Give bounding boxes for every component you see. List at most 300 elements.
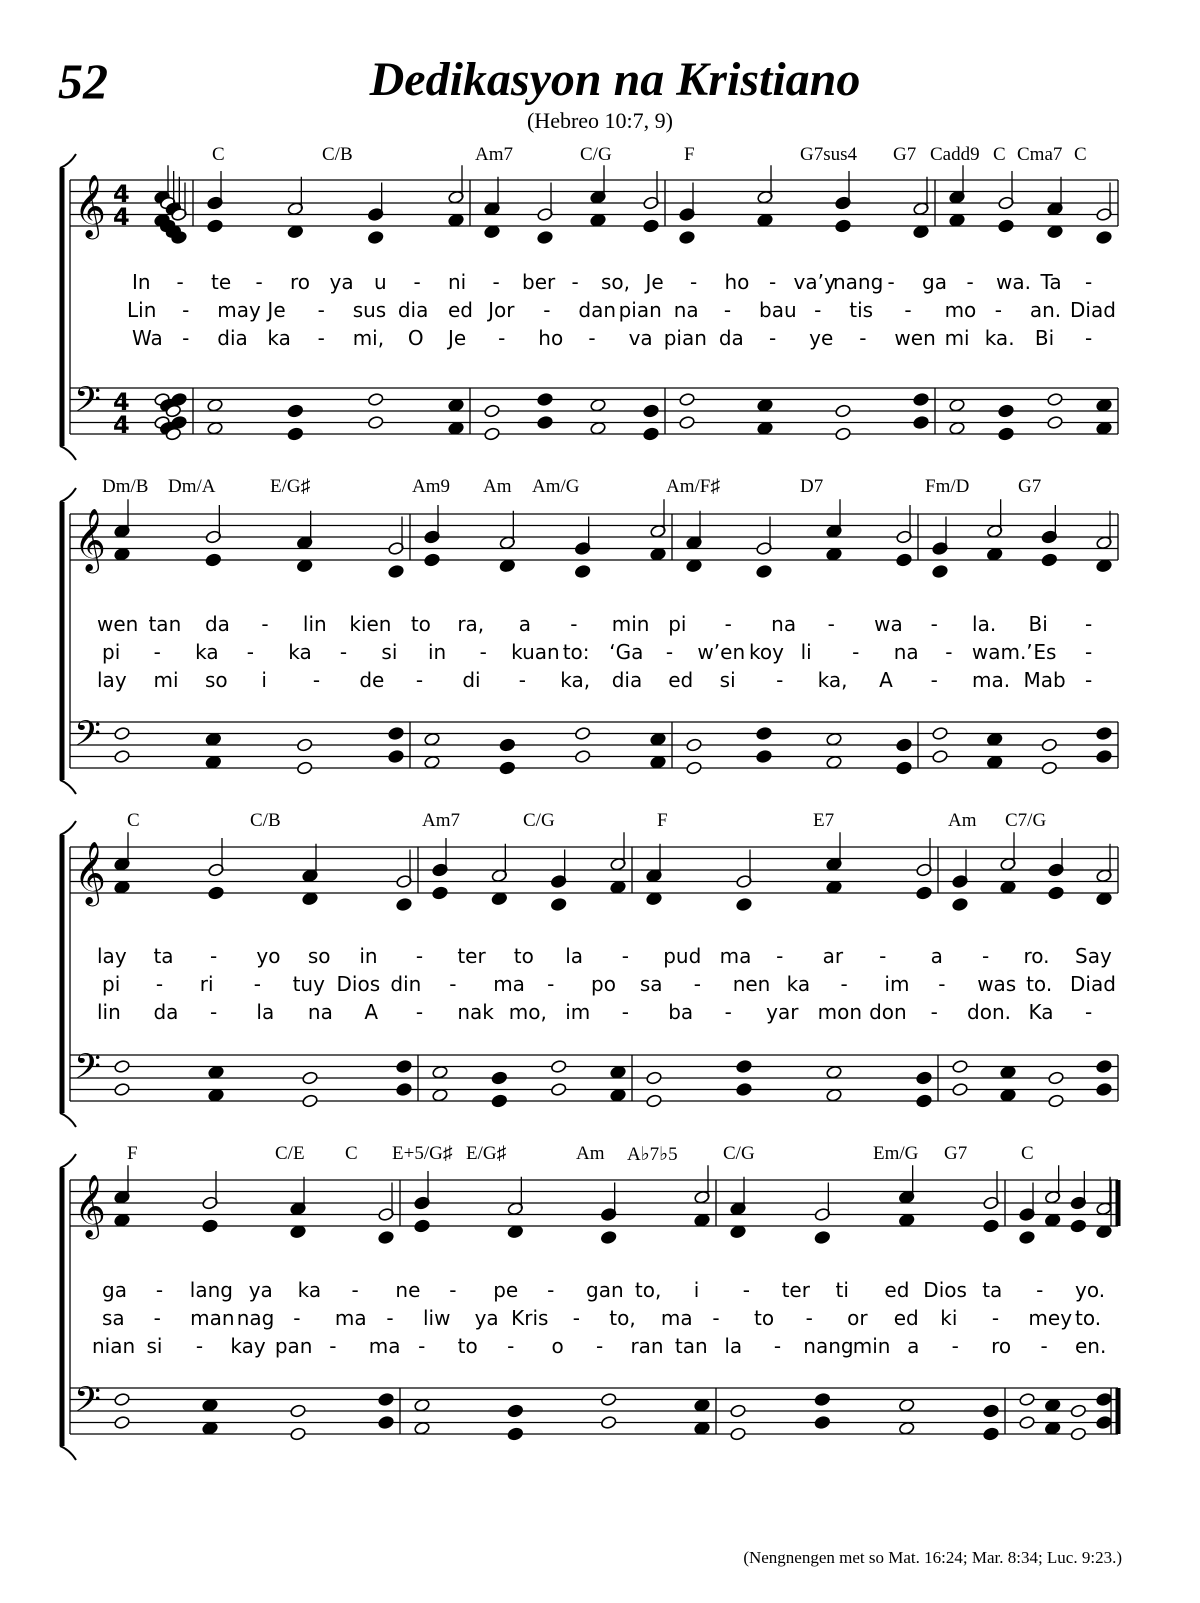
alto-notehead	[114, 880, 131, 894]
bass-notehead	[205, 755, 222, 769]
lyric-syllable: -	[769, 270, 777, 294]
bass-notehead	[424, 755, 441, 769]
lyric-syllable: va	[628, 326, 653, 350]
lyric-syllable: sa	[639, 972, 663, 996]
lyric-syllable: ga	[922, 270, 947, 294]
lyric-syllable: i	[693, 1278, 700, 1302]
bass-notehead	[1048, 1094, 1065, 1108]
lyric-syllable: to.	[1075, 1306, 1102, 1330]
chord-symbol: C	[212, 144, 225, 165]
lyric-syllable: -	[991, 1306, 1000, 1330]
lyric-syllable: si	[719, 668, 736, 692]
chord-symbol: C/G	[580, 144, 612, 165]
tenor-notehead	[388, 726, 405, 740]
lyric-syllable: nag	[236, 1306, 275, 1330]
lyric-syllable: u	[374, 270, 387, 294]
bracket-hook-bottom	[60, 780, 76, 794]
lyric-syllable: da	[718, 326, 744, 350]
lyric-syllable: pian	[663, 326, 707, 350]
bass-clef-icon: 𝄢	[74, 1046, 102, 1095]
lyric-syllable: Lin	[127, 298, 157, 322]
tenor-notehead	[646, 1071, 663, 1085]
lyric-syllable: -	[155, 972, 164, 996]
lyric-syllable: -	[945, 640, 953, 664]
bass-notehead	[302, 1094, 319, 1108]
alto-notehead	[432, 886, 449, 900]
lyric-syllable: gan	[586, 1278, 624, 1302]
lyric-syllable: lay	[97, 944, 127, 968]
bass-notehead	[114, 749, 131, 763]
lyric-syllable: -	[182, 298, 190, 322]
bass-notehead	[949, 421, 966, 435]
chord-symbol: Em/G	[873, 1143, 919, 1164]
tenor-notehead	[1047, 392, 1064, 406]
lyric-syllable: Je	[448, 326, 467, 350]
lyric-syllable: la.	[972, 612, 997, 636]
lyric-syllable: -	[814, 298, 822, 322]
lyric-syllable: Je	[645, 270, 664, 294]
chord-symbol: E+5/G♯	[392, 1143, 453, 1164]
lyric-syllable: so	[204, 668, 228, 692]
lyric-syllable: wen	[894, 326, 936, 350]
lyric-syllable: tan	[148, 612, 182, 636]
lyric-syllable: Jor	[488, 298, 515, 322]
lyric-syllable: Je	[267, 298, 286, 322]
bass-notehead	[826, 1088, 843, 1102]
lyric-syllable: -	[339, 640, 348, 664]
lyric-syllable: en.	[1075, 1334, 1107, 1358]
alto-notehead	[1096, 892, 1113, 906]
lyric-syllable: ed	[884, 1278, 910, 1302]
lyric-syllable: -	[879, 944, 887, 968]
alto-notehead	[302, 892, 319, 906]
alto-notehead	[1096, 1225, 1113, 1239]
lyric-syllable: liw	[423, 1306, 451, 1330]
lyric-syllable: ta	[153, 944, 174, 968]
lyric-syllable: nak	[457, 1000, 494, 1024]
lyric-syllable: -	[415, 1000, 424, 1024]
lyric-syllable: -	[621, 944, 629, 968]
lyric-syllable: ga	[102, 1278, 127, 1302]
alto-notehead	[694, 1213, 711, 1227]
lyric-syllable: tan	[674, 1334, 708, 1358]
lyric-syllable: -	[840, 972, 848, 996]
chord-symbol: Fm/D	[925, 476, 970, 497]
bass-notehead	[290, 1427, 307, 1441]
lyric-syllable: in	[359, 944, 378, 968]
lyric-syllable: ma	[660, 1306, 693, 1330]
tenor-notehead	[694, 1398, 711, 1412]
tenor-notehead	[1096, 1059, 1113, 1073]
lyric-syllable: -	[449, 972, 457, 996]
alto-notehead	[643, 219, 660, 233]
tenor-notehead	[590, 398, 607, 412]
bass-notehead	[952, 1082, 969, 1096]
lyric-syllable: ya	[474, 1306, 499, 1330]
lyric-syllable: ye	[809, 326, 834, 350]
bass-notehead	[367, 415, 384, 429]
lyric-syllable: -	[852, 640, 860, 664]
lyric-syllable: po	[591, 972, 616, 996]
lyric-syllable: In	[132, 270, 151, 294]
lyric-syllable: mey	[1028, 1306, 1073, 1330]
lyric-syllable: im	[884, 972, 910, 996]
lyric-syllable: ya	[329, 270, 354, 294]
lyric-syllable: -	[246, 640, 254, 664]
lyric-syllable: ter	[457, 944, 486, 968]
lyric-syllable: lin	[302, 612, 327, 636]
lyric-syllable: pian	[618, 298, 662, 322]
lyric-syllable: -	[572, 1306, 580, 1330]
tenor-notehead	[208, 1065, 225, 1079]
bracket-hook-bottom	[60, 1446, 76, 1460]
bass-notehead	[610, 1088, 627, 1102]
alto-notehead	[646, 892, 663, 906]
lyric-syllable: so,	[601, 270, 631, 294]
treble-time-signature-bottom: 4	[113, 203, 130, 231]
bass-notehead	[491, 1094, 508, 1108]
lyric-syllable: de	[359, 668, 385, 692]
tenor-notehead	[643, 404, 660, 418]
lyric-syllable: na	[307, 1000, 333, 1024]
lyric-syllable: so	[307, 944, 331, 968]
tenor-notehead	[432, 1065, 449, 1079]
chord-symbol: Am	[576, 1143, 605, 1164]
tenor-notehead	[114, 726, 131, 740]
chord-symbol: Am/F♯	[666, 476, 720, 497]
lyric-syllable: -	[693, 972, 702, 996]
hymn-title: Dedikasyon na Kristiano	[369, 53, 861, 106]
lyric-syllable: -	[887, 270, 895, 294]
footnote: (Nengnengen met so Mat. 16:24; Mar. 8:34; Luc. 9:23.)	[743, 1548, 1122, 1567]
lyric-syllable: ar	[822, 944, 844, 968]
bass-time-signature-bottom: 4	[113, 411, 130, 439]
lyric-syllable: -	[507, 1334, 515, 1358]
lyric-syllable: -	[1085, 1000, 1093, 1024]
chord-symbol: F	[127, 1143, 138, 1164]
alto-notehead	[367, 230, 384, 244]
lyric-syllable: ti	[835, 1278, 849, 1302]
bracket-hook-top	[60, 821, 76, 835]
alto-notehead	[757, 213, 774, 227]
alto-notehead	[1048, 886, 1065, 900]
lyric-syllable: O	[407, 326, 424, 350]
lyric-syllable: ‘Ga	[609, 640, 644, 664]
lyric-syllable: -	[724, 612, 732, 636]
chord-symbol: Am7	[475, 144, 513, 165]
bass-notehead	[679, 415, 696, 429]
lyric-syllable: ma	[493, 972, 525, 996]
tenor-notehead	[507, 1404, 524, 1418]
bass-notehead	[550, 1082, 567, 1096]
bass-notehead	[1096, 1415, 1113, 1429]
alto-notehead	[287, 225, 304, 239]
lyric-syllable: a	[518, 612, 532, 636]
lyric-syllable: mon	[817, 1000, 863, 1024]
alto-notehead	[537, 230, 554, 244]
bass-notehead	[208, 1088, 225, 1102]
lyric-syllable: Bi	[1028, 612, 1048, 636]
lyric-syllable: -	[930, 1000, 938, 1024]
lyric-syllable: ro	[290, 270, 311, 294]
bass-notehead	[826, 755, 843, 769]
lyric-syllable: ba	[668, 1000, 694, 1024]
tenor-notehead	[998, 404, 1015, 418]
lyric-syllable: si	[381, 640, 398, 664]
chord-symbol: C	[993, 144, 1006, 165]
lyric-syllable: -	[773, 1334, 782, 1358]
bass-notehead	[114, 1082, 131, 1096]
alto-notehead	[550, 897, 567, 911]
lyric-syllable: mi	[944, 326, 970, 350]
lyric-syllable: a	[907, 1334, 920, 1358]
bass-notehead	[998, 427, 1015, 441]
alto-notehead	[574, 564, 591, 578]
alto-notehead	[290, 1225, 307, 1239]
lyric-syllable: yo	[256, 944, 281, 968]
tenor-notehead	[414, 1398, 431, 1412]
tenor-notehead	[296, 738, 313, 752]
lyric-syllable: to,	[609, 1306, 636, 1330]
lyric-syllable: na	[673, 298, 699, 322]
alto-notehead	[730, 1225, 747, 1239]
lyric-syllable: ma	[334, 1306, 367, 1330]
chord-symbol: F	[657, 810, 668, 831]
tenor-notehead	[1044, 1398, 1061, 1412]
lyric-syllable: koy	[749, 640, 784, 664]
lyric-syllable: dia	[611, 668, 643, 692]
chord-symbol: A♭7♭5	[627, 1144, 678, 1165]
chord-symbol: C/E	[275, 1143, 305, 1164]
bass-notehead	[114, 1415, 131, 1429]
lyric-syllable: Dios	[923, 1278, 967, 1302]
tenor-notehead	[550, 1059, 567, 1073]
lyric-syllable: -	[930, 612, 938, 636]
tenor-notehead	[1041, 738, 1058, 752]
lyric-syllable: -	[930, 668, 938, 692]
bass-notehead	[448, 421, 465, 435]
alto-notehead	[736, 897, 753, 911]
lyric-syllable: -	[827, 612, 835, 636]
tenor-notehead	[202, 1398, 219, 1412]
lyric-syllable: dia	[397, 298, 429, 322]
bass-notehead	[296, 761, 313, 775]
bass-notehead	[756, 749, 773, 763]
lyric-syllable: wa.	[996, 270, 1031, 294]
lyric-syllable: ta	[982, 1278, 1003, 1302]
bass-notehead	[1096, 1082, 1113, 1096]
alto-notehead	[499, 559, 516, 573]
bracket-hook-top	[60, 154, 76, 168]
bass-notehead	[507, 1427, 524, 1441]
lyric-syllable: ka	[288, 640, 312, 664]
alto-notehead	[1044, 1213, 1061, 1227]
tenor-notehead	[814, 1392, 831, 1406]
chord-symbol: Am7	[422, 810, 460, 831]
tenor-notehead	[491, 1071, 508, 1085]
alto-notehead	[679, 230, 696, 244]
lyric-syllable: -	[904, 298, 912, 322]
alto-notehead	[114, 1213, 131, 1227]
tenor-notehead	[1048, 1071, 1065, 1085]
lyric-syllable: ed	[893, 1306, 919, 1330]
alto-notehead	[205, 553, 222, 567]
bass-notehead	[207, 421, 224, 435]
chord-symbol: C/G	[723, 1143, 755, 1164]
chord-symbol: E7	[813, 810, 835, 831]
chord-symbol: Am9	[412, 476, 450, 497]
lyric-syllable: nian	[92, 1334, 136, 1358]
chord-symbol: C7/G	[1005, 810, 1047, 831]
bass-notehead	[913, 415, 930, 429]
alto-notehead	[208, 886, 225, 900]
lyric-syllable: -	[938, 972, 946, 996]
bass-notehead	[1019, 1415, 1036, 1429]
alto-notehead	[1019, 1230, 1036, 1244]
lyric-syllable: pi	[668, 612, 687, 636]
lyric-syllable: -	[155, 1278, 164, 1302]
alto-notehead	[756, 564, 773, 578]
lyric-syllable: -	[1036, 1278, 1044, 1302]
lyric-syllable: ka	[297, 1278, 322, 1302]
lyric-syllable: ma.	[972, 668, 1011, 692]
lyric-syllable: to,	[634, 1278, 662, 1302]
lyric-syllable: pud	[663, 944, 702, 968]
alto-notehead	[484, 225, 501, 239]
bass-notehead	[1000, 1088, 1017, 1102]
bass-notehead	[835, 427, 852, 441]
bass-notehead	[736, 1082, 753, 1096]
alto-notehead	[896, 553, 913, 567]
alto-notehead	[1000, 880, 1017, 894]
lyric-syllable: min	[611, 612, 650, 636]
tenor-notehead	[600, 1392, 617, 1406]
lyric-syllable: ho	[724, 270, 750, 294]
alto-notehead	[952, 897, 969, 911]
alto-notehead	[913, 225, 930, 239]
tenor-notehead	[287, 404, 304, 418]
chord-symbol: C	[345, 1143, 358, 1164]
lyric-syllable: ra,	[457, 612, 485, 636]
lyric-syllable: to	[513, 944, 534, 968]
lyric-syllable: ne	[395, 1278, 421, 1302]
chord-symbol: C	[127, 810, 140, 831]
lyric-syllable: Mab	[1023, 668, 1066, 692]
lyric-syllable: dan	[578, 298, 617, 322]
lyric-syllable: kuan	[511, 640, 560, 664]
tenor-notehead	[650, 732, 667, 746]
lyric-syllable: wen	[97, 612, 139, 636]
lyric-syllable: ber	[522, 270, 556, 294]
lyric-syllable: la	[724, 1334, 743, 1358]
lyric-syllable: -	[351, 1278, 359, 1302]
lyric-syllable: te	[211, 270, 232, 294]
lyric-syllable: li	[800, 640, 812, 664]
scripture-reference: (Hebreo 10:7, 9)	[526, 108, 673, 133]
alto-notehead	[826, 547, 843, 561]
lyric-syllable: wa	[874, 612, 903, 636]
alto-notehead	[414, 1219, 431, 1233]
bass-notehead	[896, 761, 913, 775]
tenor-notehead	[610, 1065, 627, 1079]
lyric-syllable: -	[317, 298, 325, 322]
lyric-syllable: Es	[1033, 640, 1057, 664]
alto-notehead	[448, 213, 465, 227]
lyric-syllable: pi	[102, 972, 121, 996]
lyric-syllable: -	[982, 944, 990, 968]
lyric-syllable: na	[893, 640, 919, 664]
lyric-syllable: Diad	[1070, 972, 1116, 996]
tenor-notehead	[913, 392, 930, 406]
chord-symbol: E/G♯	[466, 1143, 507, 1164]
lyric-syllable: ma	[719, 944, 752, 968]
alto-notehead	[507, 1225, 524, 1239]
lyric-syllable: Dios	[336, 972, 381, 996]
chord-symbol: C/G	[523, 810, 555, 831]
lyric-syllable: sus	[352, 298, 387, 322]
lyric-syllable: -	[317, 326, 325, 350]
lyric-syllable: -	[859, 326, 867, 350]
alto-notehead	[1047, 225, 1064, 239]
alto-notehead	[986, 547, 1003, 561]
lyric-syllable: -	[776, 668, 784, 692]
alto-notehead	[826, 880, 843, 894]
bass-notehead	[694, 1421, 711, 1435]
lyric-syllable: bau	[759, 298, 797, 322]
lyric-syllable: mi	[153, 668, 179, 692]
lyric-syllable: la	[256, 1000, 275, 1024]
bass-notehead	[814, 1415, 831, 1429]
lyric-syllable: lin	[97, 1000, 121, 1024]
lyric-syllable: to.	[1026, 972, 1053, 996]
bass-notehead	[287, 427, 304, 441]
tenor-notehead	[826, 1065, 843, 1079]
bass-clef-icon: 𝄢	[74, 379, 102, 428]
bass-notehead	[388, 749, 405, 763]
bass-notehead	[484, 427, 501, 441]
lyric-syllable: ri	[199, 972, 214, 996]
chord-symbol: G7	[893, 144, 917, 165]
lyric-syllable: A	[879, 668, 893, 692]
bracket-hook-top	[60, 1154, 76, 1168]
alto-notehead	[835, 219, 852, 233]
bass-notehead	[378, 1415, 395, 1429]
lyric-syllable: kay	[230, 1334, 266, 1358]
tenor-notehead	[1096, 398, 1113, 412]
bass-notehead	[643, 427, 660, 441]
chord-symbol: Cadd9	[930, 144, 980, 165]
alto-notehead	[686, 559, 703, 573]
lyric-syllable: i	[261, 668, 267, 692]
lyric-syllable: ka.	[984, 326, 1015, 350]
tenor-notehead	[757, 398, 774, 412]
lyric-syllable: or	[847, 1306, 868, 1330]
lyric-syllable: si	[146, 1334, 163, 1358]
tenor-notehead	[396, 1059, 413, 1073]
bass-notehead	[414, 1421, 431, 1435]
tenor-notehead	[1019, 1392, 1036, 1406]
alto-notehead	[998, 219, 1015, 233]
treble-clef-icon: 𝄞	[74, 1174, 106, 1237]
chord-symbol: Dm/A	[168, 476, 216, 497]
lyric-syllable: -	[1085, 668, 1093, 692]
lyric-syllable: -	[209, 944, 218, 968]
alto-notehead	[491, 892, 508, 906]
tenor-notehead	[1096, 726, 1113, 740]
lyric-syllable: di	[462, 668, 481, 692]
lyric-syllable: o	[551, 1334, 564, 1358]
lyric-syllable: -	[415, 668, 424, 692]
